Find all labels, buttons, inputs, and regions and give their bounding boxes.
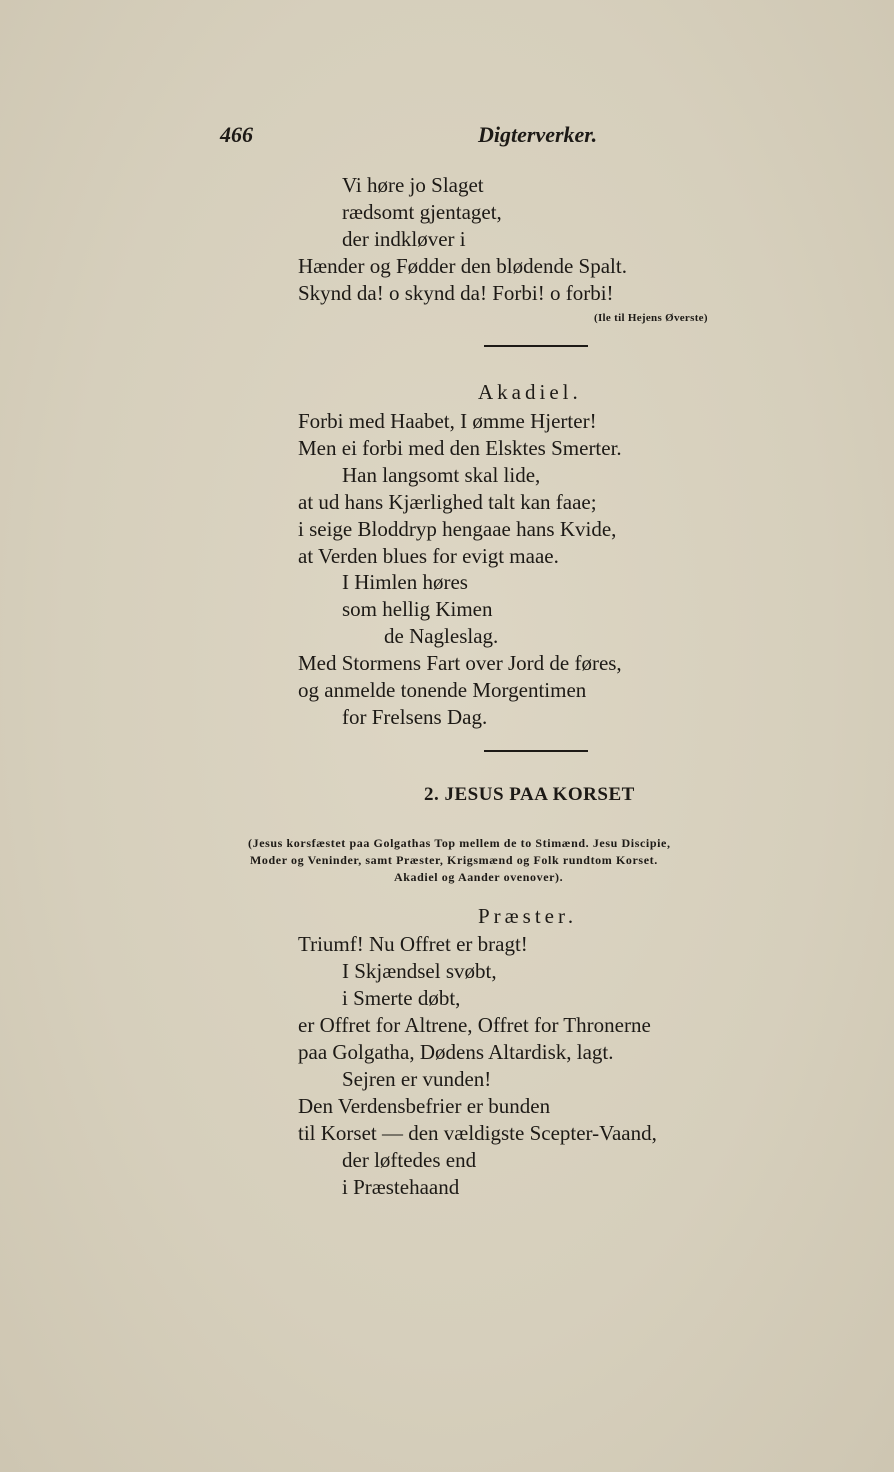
stage-direction: (Jesus korsfæstet paa Golgathas Top mellem de to Stimænd. Jesu Discipie, (248, 836, 671, 850)
verse-line: som hellig Kimen (342, 597, 493, 621)
verse-line: Med Stormens Fart over Jord de føres, (298, 651, 622, 675)
verse-line: Skynd da! o skynd da! Forbi! o forbi! (298, 281, 614, 305)
verse-line: der indkløver i (342, 227, 466, 251)
verse-line: for Frelsens Dag. (342, 705, 488, 729)
verse-line: der løftedes end (342, 1148, 477, 1172)
stage-direction: Akadiel og Aander ovenover). (394, 870, 564, 884)
verse-line: til Korset — den vældigste Scepter-Vaand, (298, 1121, 657, 1145)
verse-line: og anmelde tonende Morgentimen (298, 678, 587, 702)
running-title: Digterverker. (478, 122, 598, 147)
verse-line: i Præstehaand (342, 1175, 460, 1199)
verse-line: Forbi med Haabet, I ømme Hjerter! (298, 409, 597, 433)
verse-line: Vi høre jo Slaget (342, 173, 484, 197)
section-divider (484, 750, 588, 752)
verse-line: Den Verdensbefrier er bunden (298, 1094, 551, 1118)
verse-line: Han langsomt skal lide, (342, 463, 541, 487)
verse-line: at Verden blues for evigt maae. (298, 544, 559, 568)
verse-line: Men ei forbi med den Elsktes Smerter. (298, 436, 622, 460)
verse-line: Hænder og Fødder den blødende Spalt. (298, 254, 627, 278)
verse-line: de Nagleslag. (384, 624, 499, 648)
verse-line: rædsomt gjentaget, (342, 200, 502, 224)
verse-line: i Smerte døbt, (342, 986, 461, 1010)
verse-line: paa Golgatha, Dødens Altardisk, lagt. (298, 1040, 614, 1064)
section-heading: 2. JESUS PAA KORSET (424, 784, 635, 805)
verse-line: Sejren er vunden! (342, 1067, 492, 1091)
verse-line: i seige Bloddryp hengaae hans Kvide, (298, 517, 617, 541)
verse-line: I Skjændsel svøbt, (342, 959, 497, 983)
verse-line: er Offret for Altrene, Offret for Thronerne (298, 1013, 651, 1037)
section-divider (484, 345, 588, 347)
page-number: 466 (220, 122, 253, 147)
verse-line: Triumf! Nu Offret er bragt! (298, 932, 528, 956)
stage-direction: Moder og Veninder, samt Præster, Krigsmænd og Folk rundtom Korset. (250, 853, 658, 867)
speaker-name: Akadiel. (478, 380, 582, 404)
verse-line: I Himlen høres (342, 570, 468, 594)
verse-line: at ud hans Kjærlighed talt kan faae; (298, 490, 597, 514)
page-header (0, 122, 894, 152)
speaker-name: Præster. (478, 904, 578, 928)
stage-direction: (Ile til Hejens Øverste) (594, 312, 708, 324)
